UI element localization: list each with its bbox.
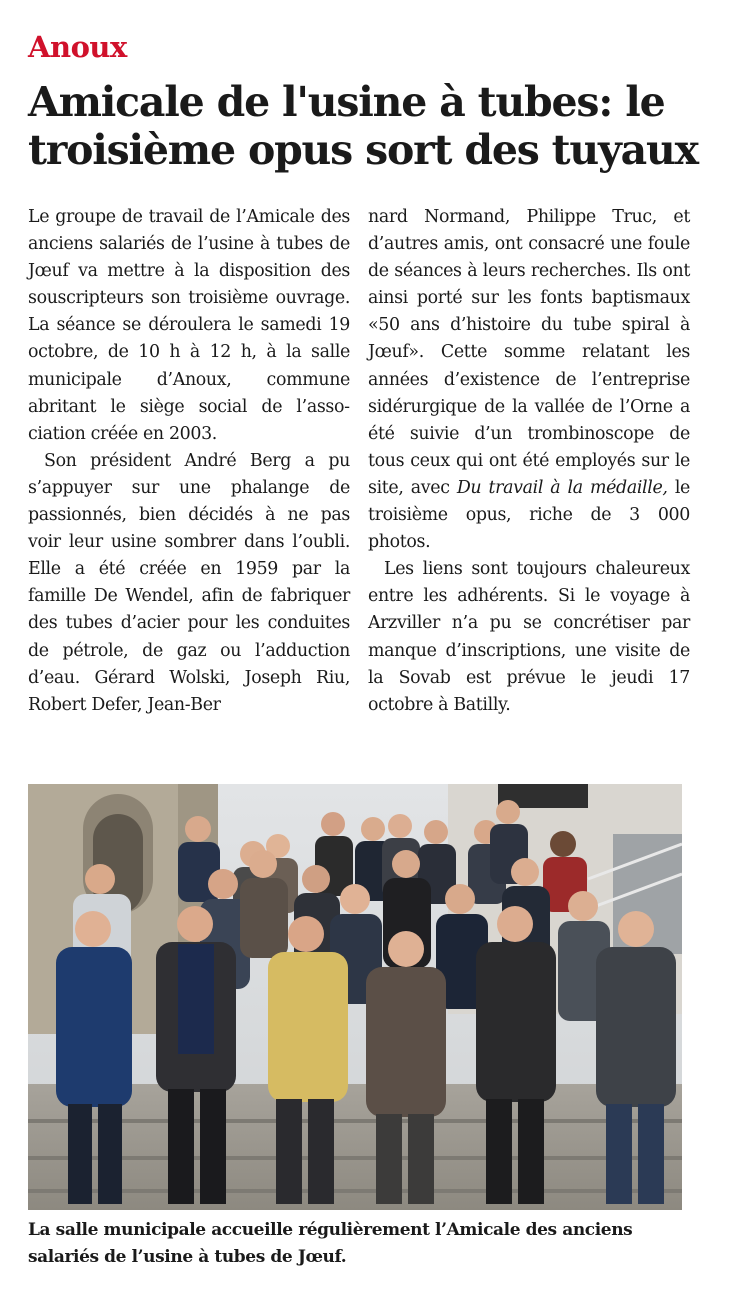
paragraph-text: le troisième opus, riche de 3 000 photos.	[368, 477, 690, 553]
book-title: Du travail à la médaille,	[456, 477, 668, 498]
paragraph-text: nard Normand, Philippe Truc, et d’autres amis, ont consacré une foule de séances à leurs recherches. Ils ont ainsi porté sur les fonts baptismaux «50 ans d’histoire du tube spiral à Jœuf». Cette somme relatant les années d’existence de l’entreprise sidérurgique de la vallée de l’Orne a été suivie d’un trombinoscope de tous ceux qui ont été employés sur le site, avec	[368, 207, 690, 498]
article-column-left	[28, 204, 350, 719]
article-column-right	[368, 204, 690, 719]
paragraph: Les liens sont toujours chaleureux entre les adhérents. Si le voyage à Arzviller n’a pu se concrétiser par manque d’inscriptions, une visite de la Sovab est prévue le jeudi 17 octobre à Batilly.	[368, 559, 690, 715]
paragraph	[368, 204, 690, 556]
paragraph: Son président André Berg a pu s’appuyer sur une phalange de passionnés, bien décidés à ne pas voir leur usine sombrer dans l’oubli. Elle a été créée en 1959 par la famille De Wendel, afin de fabriquer des tubes d’acier pour les conduites de pétrole, de gaz ou l’adduction d’eau. Gérard Wolski, Joseph Riu, Robert Defer, Jean-Ber	[28, 450, 350, 715]
article-headline: Amicale de l'usine à tubes: le troisième opus sort des tuyaux	[28, 78, 698, 174]
paragraph: Le groupe de travail de l’Amicale des anciens salariés de l’usine à tubes de Jœuf va mettre à la disposition des souscripteurs son troisième ouvrage. La séance se déroulera le samedi 19 octobre, de 10 h à 12 h, à la salle municipale d’Anoux, commune abritant le siège social de l’association créée en 2003.	[28, 207, 350, 444]
group-photo	[28, 784, 682, 1210]
section-kicker: Anoux	[28, 30, 127, 64]
photo-caption: La salle municipale accueille régulièrement l’Amicale des anciens salariés de l’usine à tubes de Jœuf.	[28, 1220, 633, 1267]
